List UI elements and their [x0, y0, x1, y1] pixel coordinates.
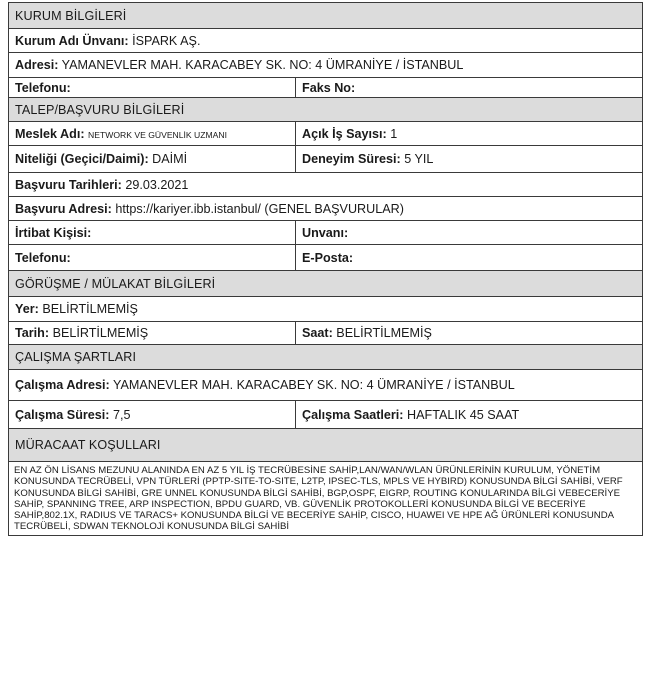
gorusme-section-header — [9, 271, 643, 297]
talep-heading: TALEP/BAŞVURU BİLGİLERİ — [9, 98, 643, 122]
kurum-section-header — [9, 3, 643, 29]
basvuru-tarih-label: Başvuru Tarihleri: — [15, 177, 122, 192]
calisma-sure-cell — [9, 401, 296, 429]
irtibat-cell — [9, 221, 296, 245]
acik-is-cell — [296, 122, 643, 146]
talep-telefon-cell — [9, 245, 296, 271]
calisma-adres-row — [9, 370, 643, 401]
calisma-saat-cell — [296, 401, 643, 429]
calisma-saat-label: Çalışma Saatleri: — [302, 407, 404, 422]
form-table — [8, 2, 643, 536]
tarih-saat-row — [9, 322, 643, 345]
meslek-value: NETWORK VE GÜVENLİK UZMANI — [88, 129, 227, 140]
yer-label: Yer: — [15, 302, 39, 316]
irtibat-row — [9, 221, 643, 245]
kurum-ad-value: İSPARK AŞ. — [132, 33, 201, 48]
kurum-ad-label: Kurum Adı Ünvanı: — [15, 33, 129, 48]
basvuru-adres-label: Başvuru Adresi: — [15, 201, 112, 216]
meslek-row — [9, 122, 643, 146]
acik-is-label: Açık İş Sayısı: — [302, 126, 387, 141]
kurum-telefon-row — [9, 78, 643, 98]
saat-cell — [296, 322, 643, 345]
meslek-label: Meslek Adı: — [15, 126, 85, 141]
talep-section-header — [9, 98, 643, 122]
eposta-cell — [296, 245, 643, 271]
calisma-adres-value: YAMANEVLER MAH. KARACABEY SK. NO: 4 ÜMRANİYE / İSTANBUL — [113, 378, 515, 392]
kurum-adres-row — [9, 53, 643, 78]
deneyim-cell — [296, 146, 643, 173]
kurum-faks-label: Faks No: — [302, 80, 356, 95]
tarih-label: Tarih: — [15, 326, 50, 340]
basvuru-tarih-row — [9, 173, 643, 197]
deneyim-value: 5 YIL — [404, 152, 434, 166]
kurum-adres-cell — [9, 53, 643, 78]
yer-row — [9, 297, 643, 322]
kurum-faks-cell — [296, 78, 643, 98]
nitelik-row — [9, 146, 643, 173]
deneyim-label: Deneyim Süresi: — [302, 152, 401, 166]
unvan-cell — [296, 221, 643, 245]
tarih-cell — [9, 322, 296, 345]
calisma-section-header — [9, 345, 643, 370]
kurum-telefon-cell — [9, 78, 296, 98]
muracaat-text-row — [9, 462, 643, 536]
kurum-ad-row — [9, 29, 643, 53]
saat-label: Saat: — [302, 326, 333, 340]
gorusme-heading: GÖRÜŞME / MÜLAKAT BİLGİLERİ — [9, 271, 643, 297]
calisma-adres-cell — [9, 370, 643, 401]
tarih-value: BELİRTİLMEMİŞ — [52, 326, 149, 340]
basvuru-adres-value: https://kariyer.ibb.istanbul/ (GENEL BAŞVURULAR) — [115, 201, 404, 216]
calisma-sure-row — [9, 401, 643, 429]
kurum-adres-label: Adresi: — [15, 58, 59, 72]
basvuru-adres-row — [9, 197, 643, 221]
nitelik-cell — [9, 146, 296, 173]
kurum-adres-value: YAMANEVLER MAH. KARACABEY SK. NO: 4 ÜMRANİYE / İSTANBUL — [61, 58, 464, 72]
job-posting-form — [8, 2, 642, 536]
kurum-ad-cell — [9, 29, 643, 53]
acik-is-value: 1 — [390, 126, 398, 141]
calisma-sure-value: 7,5 — [113, 407, 131, 422]
talep-telefon-row — [9, 245, 643, 271]
calisma-sure-label: Çalışma Süresi: — [15, 407, 110, 422]
calisma-heading: ÇALIŞMA ŞARTLARI — [9, 345, 643, 370]
basvuru-tarih-cell — [9, 173, 643, 197]
nitelik-label: Niteliği (Geçici/Daimi): — [15, 152, 149, 166]
basvuru-tarih-value: 29.03.2021 — [125, 177, 189, 192]
irtibat-label: İrtibat Kişisi: — [15, 225, 92, 240]
yer-value: BELİRTİLMEMİŞ — [42, 302, 138, 316]
muracaat-section-header — [9, 429, 643, 462]
talep-telefon-label: Telefonu: — [15, 250, 71, 265]
muracaat-heading: MÜRACAAT KOŞULLARI — [9, 429, 643, 462]
kurum-telefon-label: Telefonu: — [15, 80, 71, 95]
yer-cell — [9, 297, 643, 322]
meslek-cell — [9, 122, 296, 146]
unvan-label: Unvanı: — [302, 225, 349, 240]
nitelik-value: DAİMİ — [152, 152, 188, 166]
muracaat-text: EN AZ ÖN LİSANS MEZUNU ALANINDA EN AZ 5 YIL İŞ TECRÜBESİNE SAHİP,LAN/WAN/WLAN ÜRÜNLERİNİN KURULUM, YÖNETİM KONUSUNDA TECRÜBELİ, VPN TÜRLERİ (PPTP-SITE-TO-SITE, L2TP, IPSEC-TLS, MPLS VE HYBIRD) KONUSUNDA BİLGİ SAHİBİ, VERF KONUSUNDA BİLGİ SAHİBİ, GRE UNNEL KONUSUNDA BİLGİ SAHİBİ, BGP,OSPF, EIGRP, ROUTING KONULARINDA BİLGİ VEBECERİYE SAHİP, SPANNING TREE, ARP INSPECTION, BPDU GUARD, VB. GÜVENLİK PROTOKOLLERİ KONUSUNDA BİLGİ VE BECERİYE SAHİP,802.1X, RADIUS VE TARACS+ KONUSUNDA BİLGİ VE BECERİYE SAHİP, CISCO, HUAWEI VE HPE AĞ ÜRÜNLERİ KONUSUNDA TECRÜBELİ, SDWAN TEKNOLOJİ KONUSUNDA BİLGİ SAHİBİ — [9, 462, 643, 536]
saat-value: BELİRTİLMEMİŞ — [336, 326, 432, 340]
calisma-saat-value: HAFTALIK 45 SAAT — [407, 407, 520, 422]
calisma-adres-label: Çalışma Adresi: — [15, 378, 110, 392]
eposta-label: E-Posta: — [302, 250, 354, 265]
basvuru-adres-cell — [9, 197, 643, 221]
kurum-heading: KURUM BİLGİLERİ — [9, 3, 643, 29]
